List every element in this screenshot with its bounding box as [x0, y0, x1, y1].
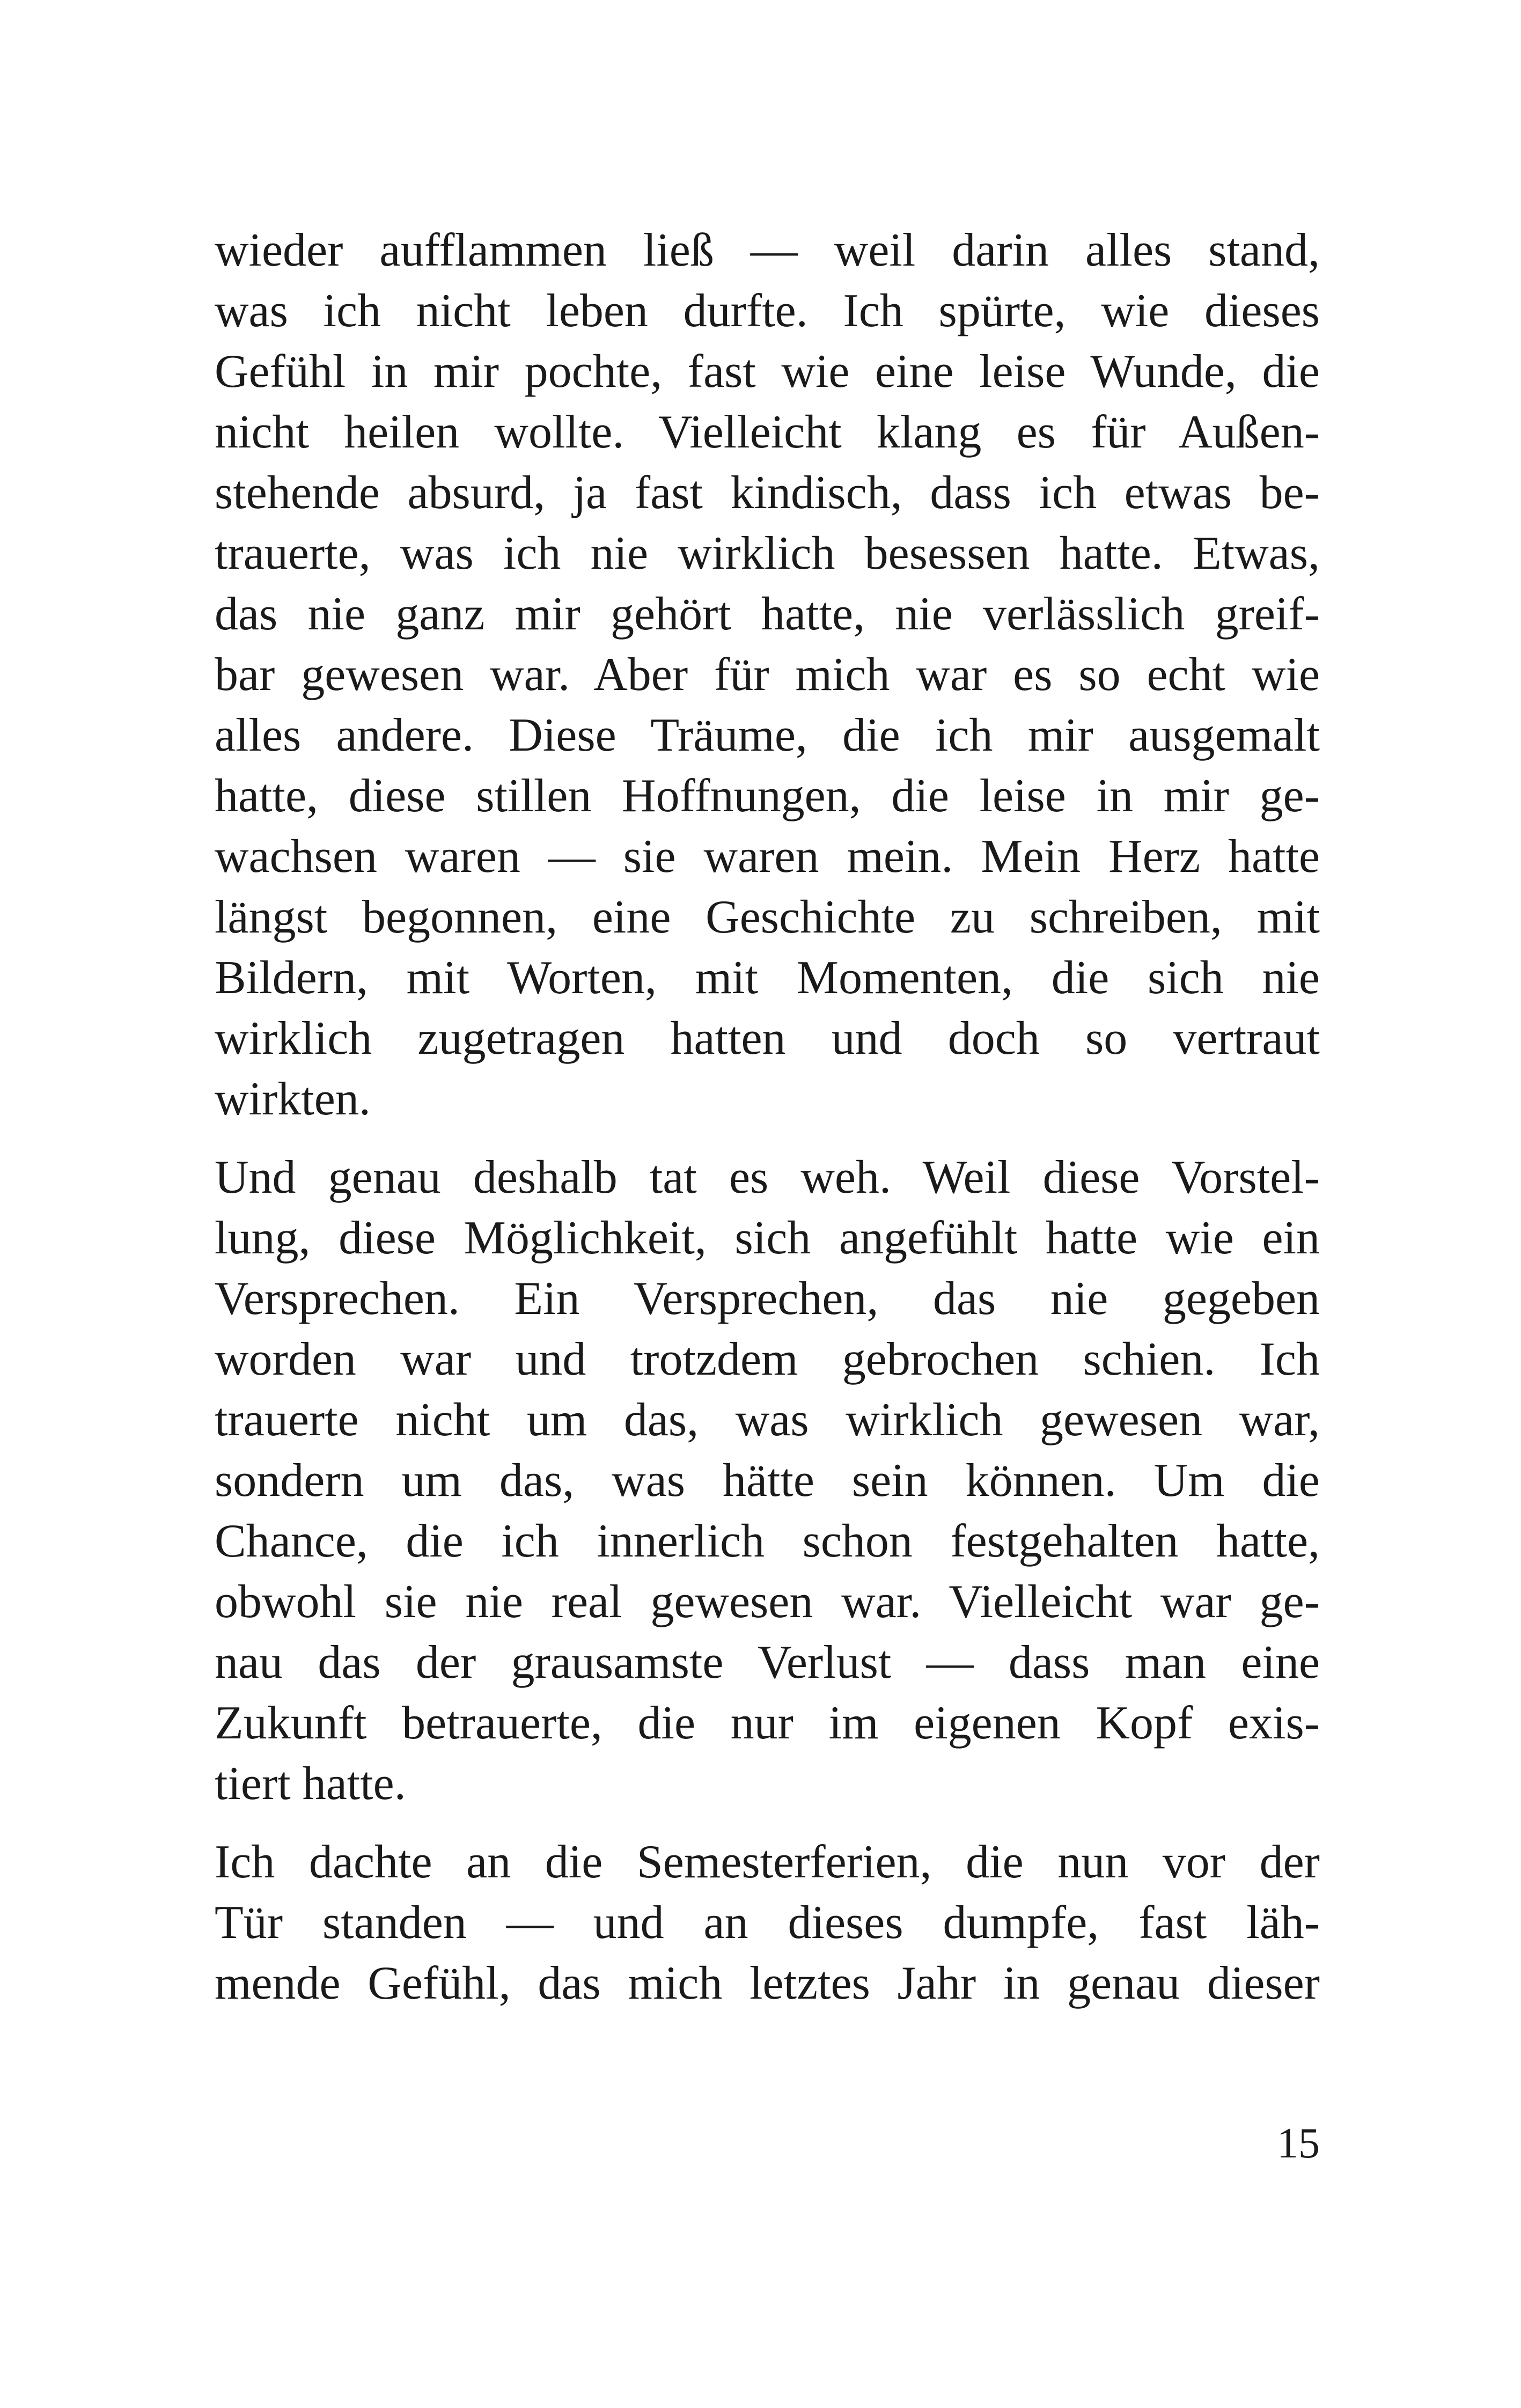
text-line: mende Gefühl, das mich letztes Jahr in genau dieser	[215, 1957, 1320, 2009]
text-line: das nie ganz mir gehört hatte, nie verlässlich greif-	[215, 588, 1320, 640]
text-line: worden war und trotzdem gebrochen schien. Ich	[215, 1333, 1320, 1385]
text-line: wachsen waren — sie waren mein. Mein Herz hatte	[215, 831, 1320, 883]
text-line: stehende absurd, ja fast kindisch, dass ich etwas be-	[215, 467, 1320, 519]
text-line: hatte, diese stillen Hoffnungen, die leise in mir ge-	[215, 770, 1320, 822]
text-line: Chance, die ich innerlich schon festgehalten hatte,	[215, 1515, 1320, 1567]
text-line: wirkten.	[215, 1073, 371, 1125]
text-line: alles andere. Diese Träume, die ich mir ausgemalt	[215, 709, 1320, 761]
text-line: Zukunft betrauerte, die nur im eigenen Kopf exis-	[215, 1697, 1320, 1749]
paragraph-3	[215, 1832, 1320, 2014]
text-line: Bildern, mit Worten, mit Momenten, die sich nie	[215, 952, 1320, 1004]
body-text	[215, 220, 1320, 2014]
text-line: Ich dachte an die Semesterferien, die nun vor der	[215, 1836, 1320, 1888]
text-line: wieder aufflammen ließ — weil darin alles stand,	[215, 224, 1320, 276]
text-line: längst begonnen, eine Geschichte zu schreiben, mit	[215, 891, 1320, 943]
text-line: trauerte, was ich nie wirklich besessen hatte. Etwas,	[215, 527, 1320, 579]
text-line: Tür standen — und an dieses dumpfe, fast läh-	[215, 1897, 1320, 1949]
text-line: tiert hatte.	[215, 1758, 406, 1810]
paragraph-1	[215, 220, 1320, 1129]
text-line: lung, diese Möglichkeit, sich angefühlt hatte wie ein	[215, 1212, 1320, 1264]
text-line: was ich nicht leben durfte. Ich spürte, wie dieses	[215, 285, 1320, 337]
text-line: bar gewesen war. Aber für mich war es so echt wie	[215, 649, 1320, 701]
text-line: Gefühl in mir pochte, fast wie eine leise Wunde, die	[215, 346, 1320, 398]
text-line: Versprechen. Ein Versprechen, das nie gegeben	[215, 1273, 1320, 1325]
text-line: nau das der grausamste Verlust — dass man eine	[215, 1636, 1320, 1688]
text-line: obwohl sie nie real gewesen war. Vielleicht war ge-	[215, 1576, 1320, 1628]
text-line: wirklich zugetragen hatten und doch so vertraut	[215, 1012, 1320, 1064]
text-line: sondern um das, was hätte sein können. Um die	[215, 1455, 1320, 1507]
page-number: 15	[1277, 2120, 1320, 2167]
text-line: trauerte nicht um das, was wirklich gewesen war,	[215, 1394, 1320, 1446]
text-line: nicht heilen wollte. Vielleicht klang es für Außen-	[215, 406, 1320, 458]
text-line: Und genau deshalb tat es weh. Weil diese Vorstel-	[215, 1151, 1320, 1203]
paragraph-2	[215, 1147, 1320, 1814]
